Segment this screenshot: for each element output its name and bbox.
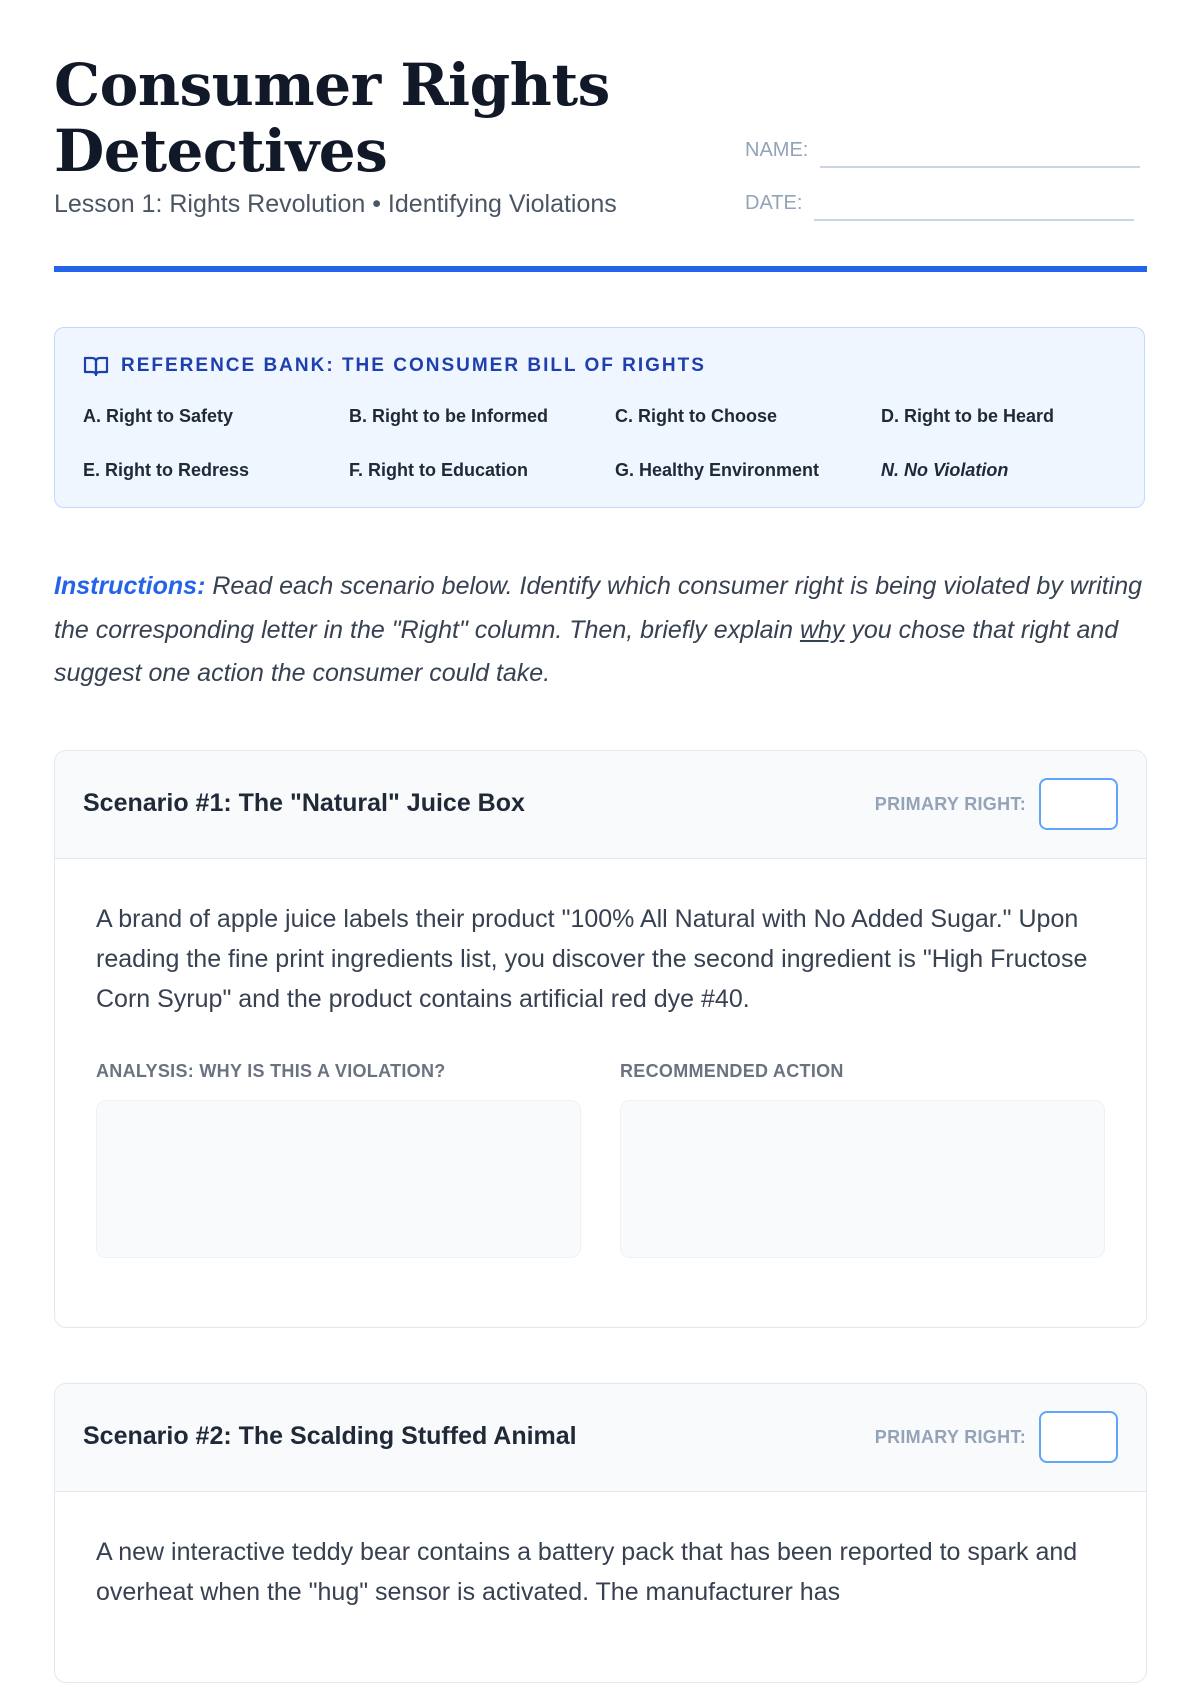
action-input[interactable] <box>620 1100 1105 1258</box>
right-item-g: G. Healthy Environment <box>615 460 820 480</box>
reference-bank-header <box>83 355 706 377</box>
scenario-card-2 <box>54 1383 1147 1683</box>
scenario-title: Scenario #1: The "Natural" Juice Box <box>83 789 525 817</box>
lesson-subtitle: Lesson 1: Rights Revolution • Identifying Violations <box>54 190 617 218</box>
title-line-2: Detectives <box>54 117 388 185</box>
scenario-text: A new interactive teddy bear contains a battery pack that has been reported to spark and overheat when the "hug" sensor is activated. The manufacturer has <box>96 1538 1078 1606</box>
instructions-label: Instructions: <box>54 572 206 600</box>
header-divider <box>54 266 1147 272</box>
primary-right-input[interactable] <box>1039 1411 1118 1463</box>
response-fields <box>96 1059 1105 1258</box>
name-field[interactable] <box>820 166 1140 168</box>
instructions-text-2: you chose that right and suggest one action the consumer could take. <box>54 615 1119 687</box>
right-item-f: F. Right to Education <box>349 460 528 480</box>
analysis-label: ANALYSIS: WHY IS THIS A VIOLATION? <box>96 1061 446 1081</box>
scenario-card-1 <box>54 750 1147 1328</box>
book-icon <box>83 355 109 377</box>
scenario-header <box>55 751 1146 859</box>
rights-list <box>83 404 1143 482</box>
name-row <box>745 138 1140 162</box>
right-item-b: B. Right to be Informed <box>349 406 548 426</box>
analysis-input[interactable] <box>96 1100 581 1258</box>
right-item-c: C. Right to Choose <box>615 406 777 426</box>
name-label: NAME: <box>745 139 809 161</box>
right-item-a: A. Right to Safety <box>83 406 234 426</box>
worksheet-header <box>54 0 1147 280</box>
primary-right-label: PRIMARY RIGHT: <box>874 1427 1026 1447</box>
reference-bank-title: REFERENCE BANK: THE CONSUMER BILL OF RIGHTS <box>121 355 706 376</box>
worksheet-page <box>54 0 1147 1606</box>
instructions <box>54 565 1147 696</box>
scenario-title: Scenario #2: The Scalding Stuffed Animal <box>83 1422 577 1450</box>
date-field[interactable] <box>814 219 1134 221</box>
date-label: DATE: <box>745 192 803 214</box>
primary-right-input[interactable] <box>1039 778 1118 830</box>
scenario-header <box>55 1384 1146 1492</box>
date-row <box>745 191 1134 215</box>
scenario-body <box>55 859 1146 1258</box>
right-item-d: D. Right to be Heard <box>881 406 1055 426</box>
page-title <box>54 52 694 184</box>
analysis-field <box>96 1059 581 1258</box>
scenario-text: A brand of apple juice labels their product "100% All Natural with No Added Sugar." Upon reading the fine print ingredients list, you discover the second ingredient is "High Fructose Corn Syrup" and the product contains artificial red dye #40. <box>96 905 1088 1013</box>
instructions-text-1: Read each scenario below. Identify which consumer right is being violated by writing the corresponding letter in the "Right" column. Then, briefly explain <box>54 572 1143 644</box>
action-label: RECOMMENDED ACTION <box>620 1061 844 1081</box>
scenario-body <box>55 1492 1146 1612</box>
action-field <box>620 1059 1105 1258</box>
primary-right-label: PRIMARY RIGHT: <box>874 794 1026 814</box>
title-line-1: Consumer Rights <box>54 51 610 119</box>
instructions-why: why <box>799 615 845 644</box>
right-item-n: N. No Violation <box>881 460 1009 480</box>
reference-bank <box>54 327 1145 508</box>
right-item-e: E. Right to Redress <box>83 460 250 480</box>
